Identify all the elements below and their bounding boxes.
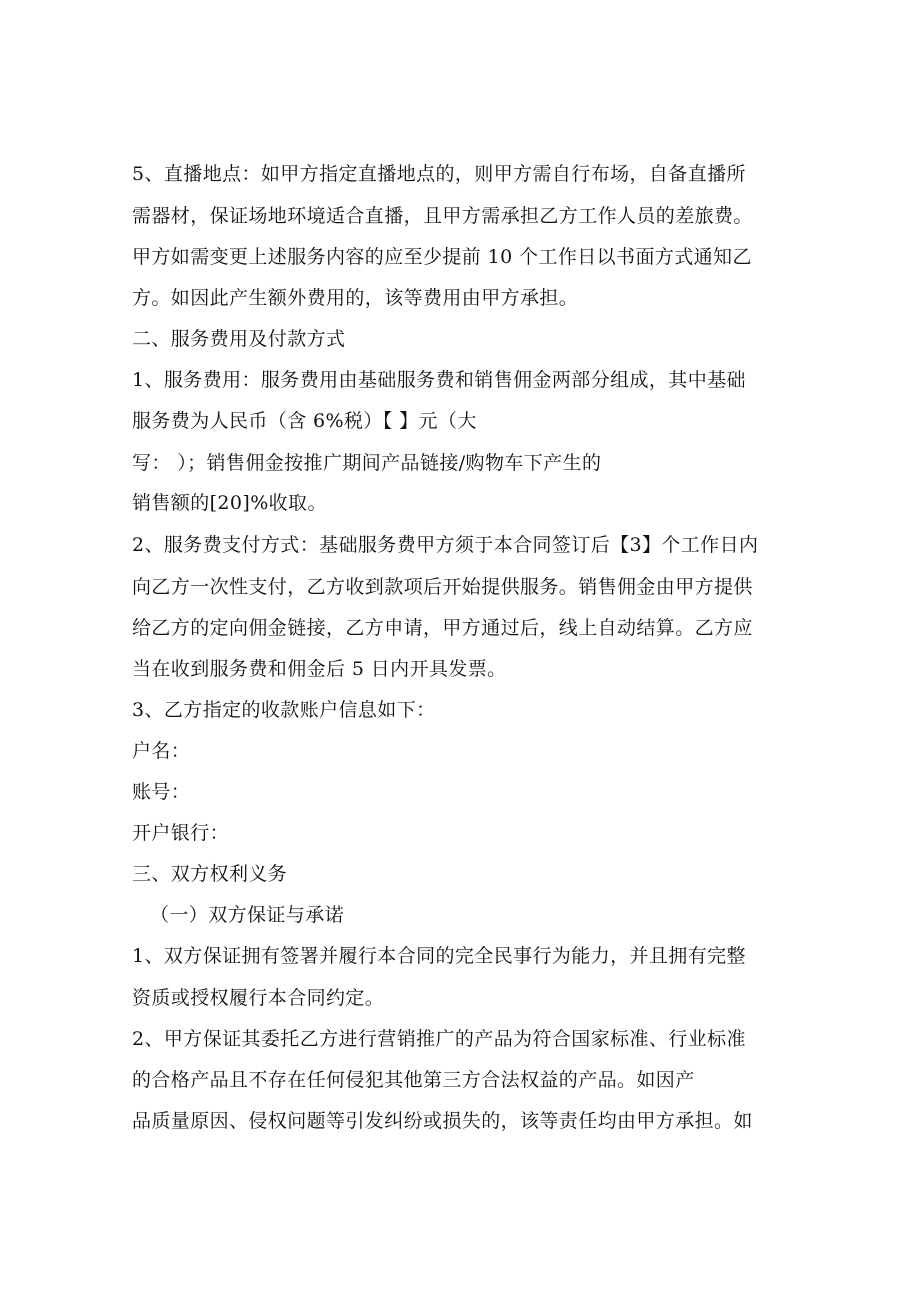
paragraph-line: 2、甲方保证其委托乙方进行营销推广的产品为符合国家标准、行业标准 <box>132 1028 746 1050</box>
paragraph-line: 需器材，保证场地环境适合直播，且甲方需承担乙方工作人员的差旅费。 <box>132 205 753 227</box>
paragraph-line: 销售额的[20]%收取。 <box>132 492 327 514</box>
paragraph-line: 向乙方一次性支付，乙方收到款项后开始提供服务。销售佣金由甲方提供 <box>132 576 753 598</box>
paragraph-line: 的合格产品且不存在任何侵犯其他第三方合法权益的产品。如因产 <box>132 1069 695 1091</box>
account-number-field: 账号： <box>132 781 191 803</box>
section-heading: 二、服务费用及付款方式 <box>132 328 346 350</box>
paragraph-line: 5、直播地点：如甲方指定直播地点的，则甲方需自行布场，自备直播所 <box>132 163 746 185</box>
paragraph-line: 方。如因此产生额外费用的，该等费用由甲方承担。 <box>132 287 579 309</box>
section-heading: 三、双方权利义务 <box>132 863 288 885</box>
paragraph-line: 1、服务费用：服务费用由基础服务费和销售佣金两部分组成，其中基础 <box>132 369 746 391</box>
paragraph-line: 服务费为人民币（含 6%税）【 】元（大 <box>132 410 477 432</box>
bank-field: 开户银行： <box>132 822 230 844</box>
paragraph-line: 3、乙方指定的收款账户信息如下： <box>132 699 436 721</box>
paragraph-line: 写： ）；销售佣金按推广期间产品链接/购物车下产生的 <box>132 452 602 474</box>
subsection-heading: （一）双方保证与承诺 <box>150 904 345 926</box>
paragraph-line: 甲方如需变更上述服务内容的应至少提前 10 个工作日以书面方式通知乙 <box>132 246 752 268</box>
paragraph-line: 1、双方保证拥有签署并履行本合同的完全民事行为能力，并且拥有完整 <box>132 945 746 967</box>
account-name-field: 户名： <box>132 740 191 762</box>
paragraph-line: 给乙方的定向佣金链接，乙方申请，甲方通过后，线上自动结算。乙方应 <box>132 617 753 639</box>
paragraph-line: 2、服务费支付方式：基础服务费甲方须于本合同签订后【3】个工作日内 <box>132 534 759 556</box>
paragraph-line: 品质量原因、侵权问题等引发纠纷或损失的，该等责任均由甲方承担。如 <box>132 1110 753 1132</box>
paragraph-line: 当在收到服务费和佣金后 5 日内开具发票。 <box>132 658 507 680</box>
paragraph-line: 资质或授权履行本合同约定。 <box>132 987 385 1009</box>
